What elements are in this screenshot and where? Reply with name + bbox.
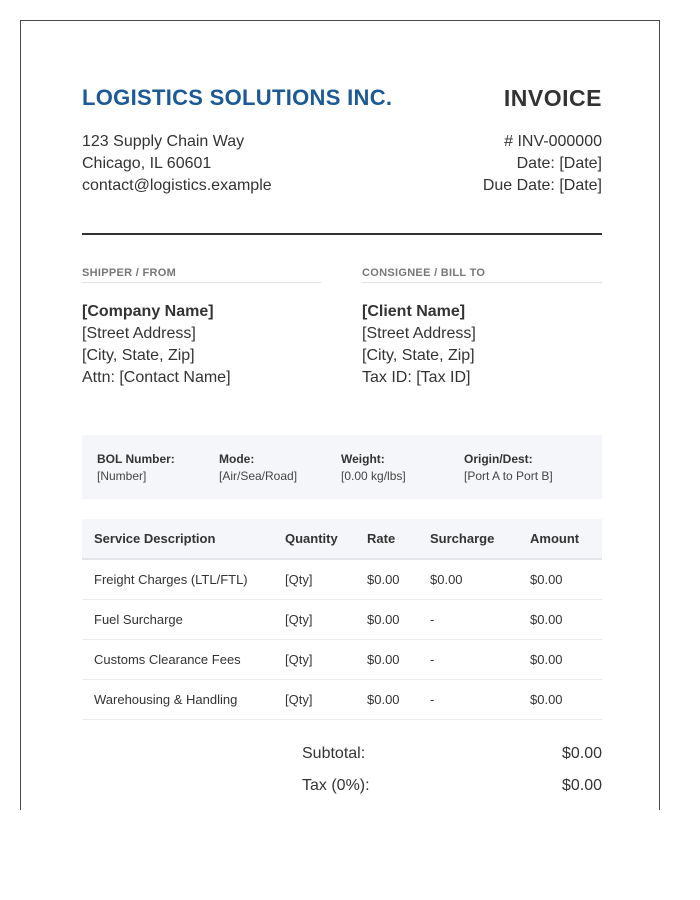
subtotal-label: Subtotal:: [302, 745, 366, 762]
invoice-title: INVOICE: [503, 85, 602, 111]
cell-amount: $0.00: [520, 599, 602, 639]
cell-amount: $0.00: [520, 679, 602, 719]
cell-rate: $0.00: [361, 559, 424, 599]
cell-description: Customs Clearance Fees: [82, 639, 277, 679]
cell-rate: $0.00: [361, 639, 424, 679]
header-surcharge: Surcharge: [424, 519, 520, 559]
header-service-description: Service Description: [82, 519, 277, 559]
subtotal-value: $0.00: [561, 745, 602, 762]
shipper-label: SHIPPER / FROM: [82, 267, 321, 283]
header-divider: [82, 233, 602, 235]
invoice-due-date: Due Date: [Date]: [482, 177, 602, 194]
shipment-field-origin-dest: [464, 451, 553, 485]
table-row: [82, 639, 602, 679]
invoice-header: [82, 85, 602, 112]
invoice-page: [20, 20, 660, 810]
tax-label: Tax (0%):: [302, 777, 370, 794]
invoice-meta: [483, 131, 602, 197]
totals-section: [302, 743, 602, 807]
cell-description: Freight Charges (LTL/FTL): [82, 559, 277, 599]
shipper-attn: Attn: [Contact Name]: [82, 369, 231, 386]
company-address-line2: Chicago, IL 60601: [82, 155, 212, 172]
cell-description: Fuel Surcharge: [82, 599, 277, 639]
cell-description: Warehousing & Handling: [82, 679, 277, 719]
consignee-street: [Street Address]: [362, 325, 476, 342]
company-name: LOGISTICS SOLUTIONS INC.: [82, 85, 393, 110]
shipment-bol-value: [Number]: [97, 469, 147, 483]
shipment-field-bol: [97, 451, 175, 485]
cell-surcharge: -: [424, 639, 520, 679]
table-row: [82, 559, 602, 599]
shipper-city: [City, State, Zip]: [82, 347, 195, 364]
invoice-date: Date: [Date]: [516, 155, 602, 172]
services-table: [82, 519, 602, 720]
shipment-origin-dest-value: [Port A to Port B]: [464, 469, 553, 483]
header-rate: Rate: [361, 519, 424, 559]
shipment-field-mode: [219, 451, 297, 485]
header-quantity: Quantity: [277, 519, 361, 559]
invoice-number: # INV-000000: [504, 133, 602, 150]
cell-surcharge: -: [424, 679, 520, 719]
table-row: [82, 599, 602, 639]
shipment-origin-dest-label: Origin/Dest:: [464, 452, 533, 466]
header-amount: Amount: [520, 519, 602, 559]
shipment-mode-label: Mode:: [219, 452, 255, 466]
cell-surcharge: $0.00: [424, 559, 520, 599]
cell-amount: $0.00: [520, 639, 602, 679]
shipment-bol-label: BOL Number:: [97, 452, 175, 466]
table-row: [82, 679, 602, 719]
cell-rate: $0.00: [361, 599, 424, 639]
company-email: contact@logistics.example: [82, 177, 272, 194]
cell-quantity: [Qty]: [277, 679, 361, 719]
cell-rate: $0.00: [361, 679, 424, 719]
shipper-section: [82, 267, 321, 389]
cell-quantity: [Qty]: [277, 599, 361, 639]
consignee-section: [362, 267, 602, 389]
company-contact: [82, 131, 272, 197]
consignee-tax-id: Tax ID: [Tax ID]: [362, 369, 471, 386]
shipment-field-weight: [341, 451, 406, 485]
shipment-details: [82, 435, 602, 499]
consignee-name: [Client Name]: [362, 303, 466, 320]
tax-value: $0.00: [561, 777, 602, 794]
consignee-city: [City, State, Zip]: [362, 347, 475, 364]
cell-quantity: [Qty]: [277, 559, 361, 599]
shipper-name: [Company Name]: [82, 303, 214, 320]
shipment-weight-label: Weight:: [341, 452, 385, 466]
shipment-weight-value: [0.00 kg/lbs]: [341, 469, 406, 483]
cell-amount: $0.00: [520, 559, 602, 599]
shipper-street: [Street Address]: [82, 325, 196, 342]
table-header-row: [82, 519, 602, 559]
cell-quantity: [Qty]: [277, 639, 361, 679]
consignee-label: CONSIGNEE / BILL TO: [362, 267, 602, 283]
subtotal-row: [302, 743, 602, 775]
cell-surcharge: -: [424, 599, 520, 639]
tax-row: [302, 775, 602, 807]
shipment-mode-value: [Air/Sea/Road]: [219, 469, 298, 483]
company-address-line1: 123 Supply Chain Way: [82, 133, 245, 150]
